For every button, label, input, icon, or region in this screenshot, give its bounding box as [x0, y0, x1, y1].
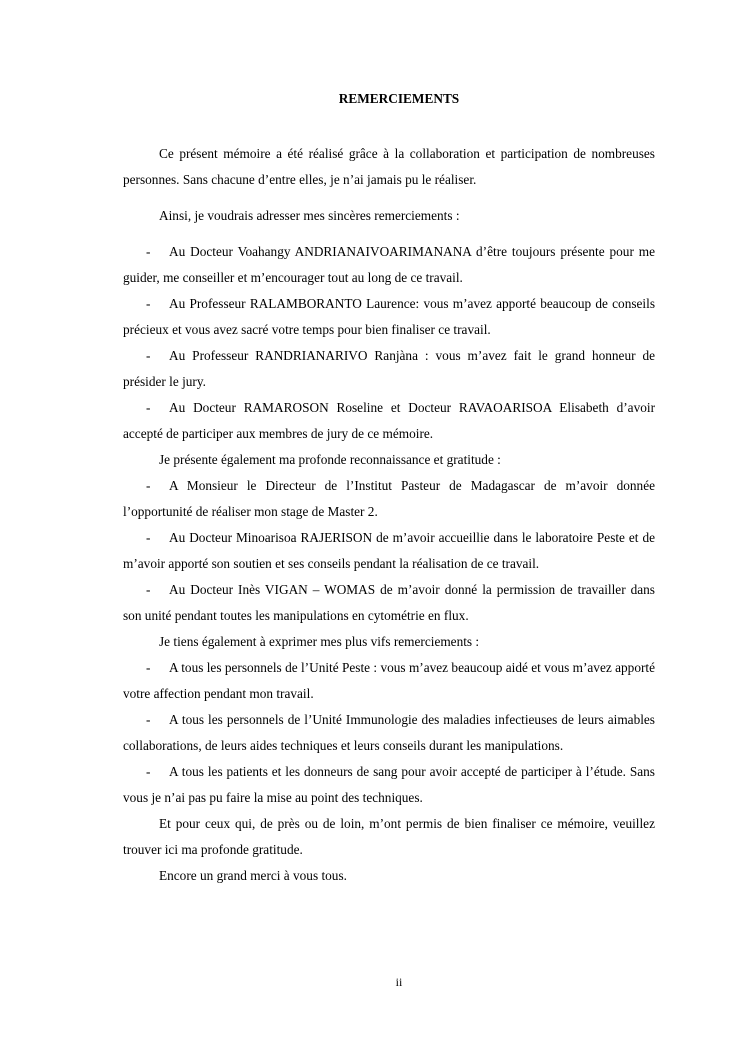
thanks-list-3 — [123, 655, 655, 811]
list-item — [123, 707, 655, 759]
list-item-text: A tous les patients et les donneurs de sang pour avoir accepté de participer à l’étude. Sans vous je n’ai pas pu faire la mise au point des techniques. — [123, 764, 655, 805]
list-item-text: Au Professeur RANDRIANARIVO Ranjàna : vous m’avez fait le grand honneur de présider le jury. — [123, 348, 655, 389]
closing-paragraph: Et pour ceux qui, de près ou de loin, m’ont permis de bien finaliser ce mémoire, veuillez trouver ici ma profonde gratitude. — [123, 816, 655, 857]
list-dash: - — [146, 348, 151, 363]
list-item — [123, 759, 655, 811]
intro-paragraph: Ce présent mémoire a été réalisé grâce à la collaboration et participation de nombreuses personnes. Sans chacune d’entre elles, je n’ai jamais pu le réaliser. — [123, 146, 655, 187]
acknowledgements-body — [123, 141, 655, 889]
list-dash: - — [146, 400, 151, 415]
page-number: ii — [395, 975, 403, 989]
list-item — [123, 291, 655, 343]
list-dash: - — [146, 764, 151, 779]
list-item — [123, 239, 655, 291]
list-dash: - — [146, 712, 151, 727]
list-item-text: Au Docteur Inès VIGAN – WOMAS de m’avoir donné la permission de travailler dans son unité pendant toutes les manipulations en cytométrie en flux. — [123, 582, 655, 623]
list-item — [123, 395, 655, 447]
list-item-text: A tous les personnels de l’Unité Immunologie des maladies infectieuses de leurs aimables collaborations, de leurs aides techniques et leurs conseils durant les manipulations. — [123, 712, 655, 753]
final-line: Encore un grand merci à vous tous. — [159, 868, 347, 883]
list-dash: - — [146, 530, 151, 545]
page-title: REMERCIEMENTS — [338, 91, 460, 106]
list-dash: - — [146, 296, 151, 311]
list-item — [123, 343, 655, 395]
lead-paragraph-3: Je tiens également à exprimer mes plus vifs remerciements : — [159, 634, 480, 649]
document-page — [123, 0, 655, 1053]
list-item-text: Au Docteur RAMAROSON Roseline et Docteur RAVAOARISOA Elisabeth d’avoir accepté de participer aux membres de jury de ce mémoire. — [123, 400, 655, 441]
list-dash: - — [146, 478, 151, 493]
list-dash: - — [146, 660, 151, 675]
list-item-text: Au Docteur Voahangy ANDRIANAIVOARIMANANA d’être toujours présente pour me guider, me conseiller et m’encourager tout au long de ce travail. — [123, 244, 655, 285]
list-item-text: A Monsieur le Directeur de l’Institut Pasteur de Madagascar de m’avoir donnée l’opportunité de réaliser mon stage de Master 2. — [123, 478, 655, 519]
list-item — [123, 525, 655, 577]
lead-paragraph-1: Ainsi, je voudrais adresser mes sincères remerciements : — [159, 208, 460, 223]
list-item-text: A tous les personnels de l’Unité Peste : vous m’avez beaucoup aidé et vous m’avez apporté votre affection pendant mon travail. — [123, 660, 655, 701]
list-item — [123, 577, 655, 629]
lead-paragraph-2: Je présente également ma profonde reconnaissance et gratitude : — [159, 452, 501, 467]
list-item-text: Au Professeur RALAMBORANTO Laurence: vous m’avez apporté beaucoup de conseils précieux et vous avez sacré votre temps pour bien finaliser ce travail. — [123, 296, 655, 337]
list-item — [123, 655, 655, 707]
list-item — [123, 473, 655, 525]
list-dash: - — [146, 582, 151, 597]
list-item-text: Au Docteur Minoarisoa RAJERISON de m’avoir accueillie dans le laboratoire Peste et de m’avoir apporté son soutien et ses conseils pendant la réalisation de ce travail. — [123, 530, 655, 571]
thanks-list-1 — [123, 239, 655, 447]
thanks-list-2 — [123, 473, 655, 629]
list-dash: - — [146, 244, 151, 259]
